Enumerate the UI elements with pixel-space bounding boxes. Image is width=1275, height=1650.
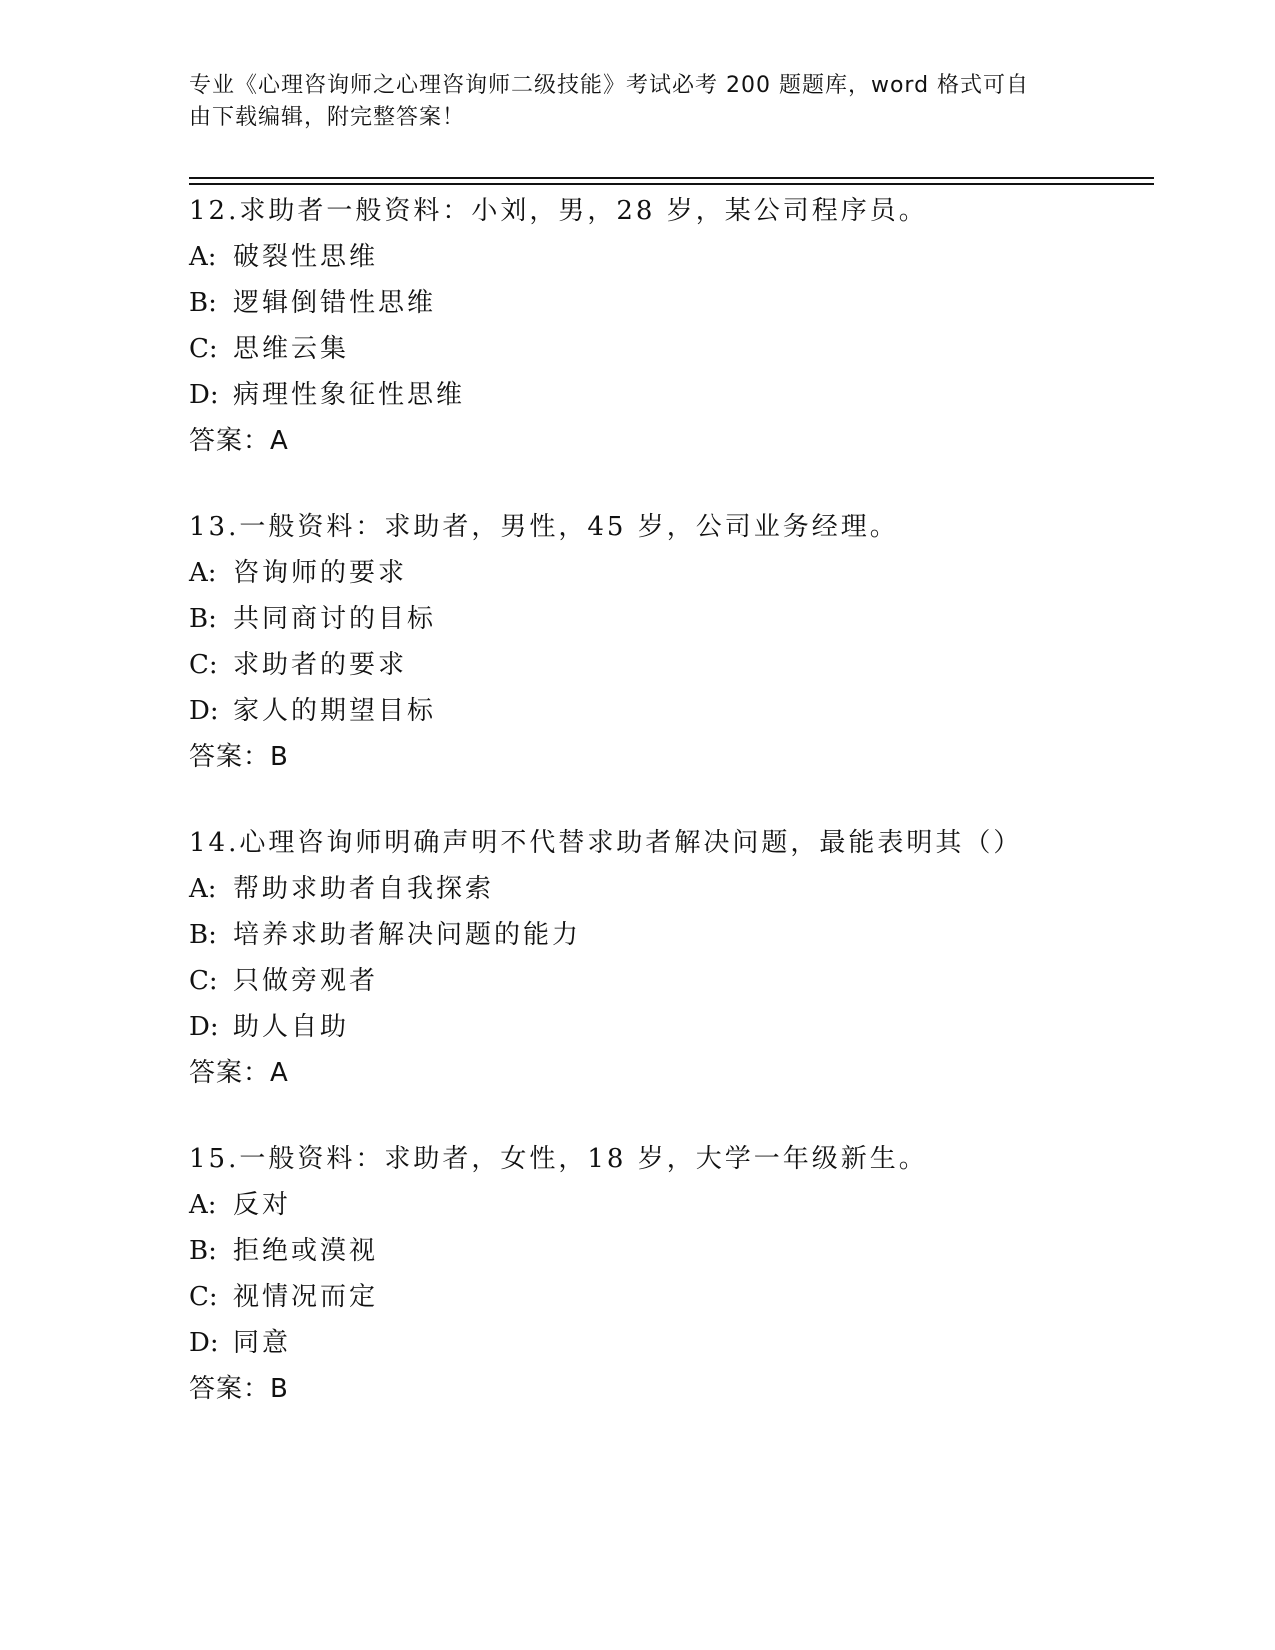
- option-text: 帮助求助者自我探索: [233, 874, 495, 904]
- option-a: [189, 234, 1169, 280]
- question-15: [189, 1136, 1169, 1412]
- option-text: 培养求助者解决问题的能力: [233, 920, 582, 950]
- option-letter: D:: [189, 380, 219, 410]
- option-d: [189, 1320, 1169, 1366]
- option-letter: B:: [189, 920, 217, 950]
- option-text: 反对: [233, 1190, 292, 1220]
- question-stem: 13.一般资料：求助者，男性，45 岁，公司业务经理。: [189, 512, 899, 542]
- option-c: [189, 326, 1169, 372]
- option-text: 病理性象征性思维: [233, 380, 466, 410]
- question-stem: 12.求助者一般资料：小刘，男，28 岁，某公司程序员。: [189, 196, 928, 226]
- question-12: [189, 188, 1169, 464]
- option-b: [189, 596, 1169, 642]
- option-letter: C:: [189, 334, 218, 364]
- option-letter: A:: [189, 1190, 217, 1220]
- option-letter: A:: [189, 558, 217, 588]
- option-text: 破裂性思维: [233, 242, 379, 272]
- option-b: [189, 280, 1169, 326]
- question-13: [189, 504, 1169, 780]
- option-a: [189, 866, 1169, 912]
- option-d: [189, 688, 1169, 734]
- option-d: [189, 1004, 1169, 1050]
- option-c: [189, 958, 1169, 1004]
- answer-line: 答案：A: [189, 426, 289, 456]
- option-letter: D:: [189, 1012, 219, 1042]
- option-text: 拒绝或漠视: [233, 1236, 379, 1266]
- option-text: 助人自助: [233, 1012, 350, 1042]
- option-text: 只做旁观者: [233, 966, 379, 996]
- option-letter: C:: [189, 650, 218, 680]
- question-stem: 14.心理咨询师明确声明不代替求助者解决问题，最能表明其（）: [189, 828, 1023, 858]
- header-line-1: 专业《心理咨询师之心理咨询师二级技能》考试必考 200 题题库，word 格式可自: [189, 73, 1030, 98]
- question-stem: 15.一般资料：求助者，女性，18 岁，大学一年级新生。: [189, 1144, 928, 1174]
- option-c: [189, 642, 1169, 688]
- answer-line: 答案：B: [189, 742, 289, 772]
- document-header: [189, 70, 1089, 134]
- option-letter: B:: [189, 604, 217, 634]
- answer-line: 答案：A: [189, 1058, 289, 1088]
- option-b: [189, 912, 1169, 958]
- option-a: [189, 550, 1169, 596]
- header-divider-top: [189, 177, 1154, 179]
- question-14: [189, 820, 1169, 1096]
- option-letter: A:: [189, 242, 217, 272]
- header-divider-bottom: [189, 183, 1154, 185]
- option-text: 咨询师的要求: [233, 558, 408, 588]
- option-letter: C:: [189, 966, 218, 996]
- option-letter: C:: [189, 1282, 218, 1312]
- option-text: 共同商讨的目标: [233, 604, 437, 634]
- option-text: 求助者的要求: [233, 650, 408, 680]
- option-letter: D:: [189, 1328, 219, 1358]
- option-d: [189, 372, 1169, 418]
- option-b: [189, 1228, 1169, 1274]
- option-a: [189, 1182, 1169, 1228]
- option-letter: B:: [189, 288, 217, 318]
- option-letter: D:: [189, 696, 219, 726]
- header-line-2: 由下载编辑，附完整答案！: [189, 105, 466, 130]
- option-text: 视情况而定: [233, 1282, 379, 1312]
- option-text: 逻辑倒错性思维: [233, 288, 437, 318]
- option-text: 思维云集: [233, 334, 350, 364]
- option-letter: A:: [189, 874, 217, 904]
- option-letter: B:: [189, 1236, 217, 1266]
- option-text: 家人的期望目标: [233, 696, 437, 726]
- option-text: 同意: [233, 1328, 292, 1358]
- option-c: [189, 1274, 1169, 1320]
- answer-line: 答案：B: [189, 1374, 289, 1404]
